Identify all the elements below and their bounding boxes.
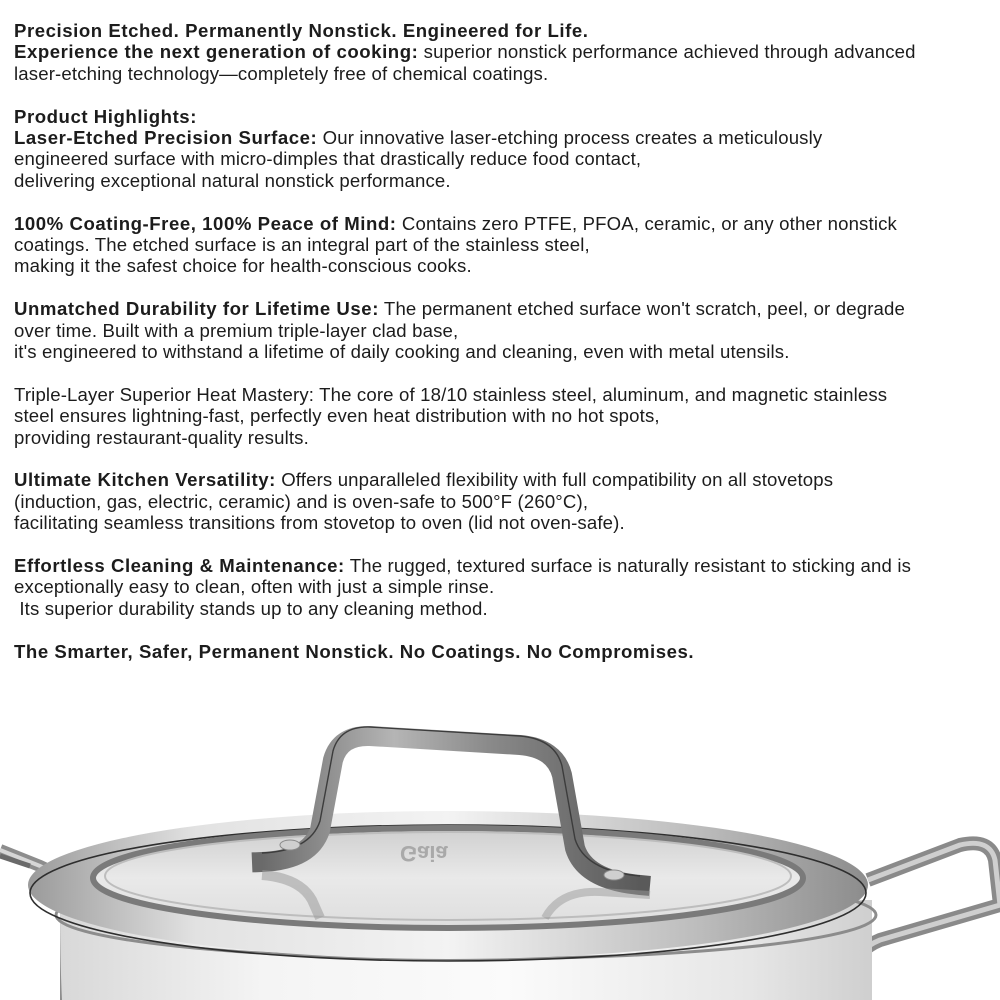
closing-tagline: The Smarter, Safer, Permanent Nonstick. No Coatings. No Compromises. <box>14 640 695 662</box>
highlight-line: it's engineered to withstand a lifetime of daily cooking and cleaning, even with metal utensils. <box>14 341 790 363</box>
highlight-4 <box>14 384 994 448</box>
highlight-line: delivering exceptional natural nonstick performance. <box>14 169 451 191</box>
highlight-line <box>14 127 994 148</box>
highlight-line <box>14 298 994 319</box>
highlight-text: Offers unparalleled flexibility with full compatibility on all stovetops <box>275 469 834 491</box>
highlight-line: (induction, gas, electric, ceramic) and is oven-safe to 500°F (260°C), <box>14 490 589 512</box>
rivet-icon <box>604 870 624 880</box>
rivet-icon <box>280 840 300 850</box>
highlight-text: Contains zero PTFE, PFOA, ceramic, or any other nonstick <box>396 212 897 234</box>
headline: Precision Etched. Permanently Nonstick. Engineered for Life. <box>14 20 589 41</box>
highlight-title: Effortless Cleaning & Maintenance: <box>14 555 345 577</box>
closing-block <box>14 641 994 662</box>
intro-line-2: laser-etching technology—completely free of chemical coatings. <box>14 62 549 84</box>
lid-logo: Gaia <box>400 841 448 866</box>
stockpot-image <box>0 690 1000 1000</box>
highlight-title: Ultimate Kitchen Versatility: <box>14 469 276 491</box>
highlight-line <box>14 213 994 234</box>
highlight-title: 100% Coating-Free, 100% Peace of Mind: <box>14 212 397 234</box>
highlight-5 <box>14 469 994 533</box>
highlight-line: providing restaurant-quality results. <box>14 426 309 448</box>
highlight-line: Its superior durability stands up to any cleaning method. <box>14 597 488 619</box>
highlight-2 <box>14 213 994 277</box>
highlight-line <box>14 555 994 576</box>
highlight-text: Our innovative laser-etching process creates a meticulously <box>317 127 823 149</box>
intro-line-1 <box>14 41 994 62</box>
highlight-line: Triple-Layer Superior Heat Mastery: The core of 18/10 stainless steel, aluminum, and magnetic stainless <box>14 383 888 405</box>
highlight-line: coatings. The etched surface is an integral part of the stainless steel, <box>14 234 590 256</box>
intro-lead-bold: Experience the next generation of cooking: <box>14 41 419 63</box>
intro-lead-text: superior nonstick performance achieved through advanced <box>418 41 916 63</box>
highlight-text: The rugged, textured surface is naturally resistant to sticking and is <box>344 555 912 577</box>
highlight-line: over time. Built with a premium triple-layer clad base, <box>14 319 459 341</box>
highlight-line: facilitating seamless transitions from stovetop to oven (lid not oven-safe). <box>14 512 625 534</box>
highlight-line <box>14 469 994 490</box>
product-description <box>14 20 994 683</box>
highlight-6 <box>14 555 994 619</box>
highlight-line: steel ensures lightning-fast, perfectly even heat distribution with no hot spots, <box>14 405 660 427</box>
highlight-line: engineered surface with micro-dimples that drastically reduce food contact, <box>14 148 642 170</box>
highlights-heading: Product Highlights: <box>14 105 197 127</box>
highlight-line: making it the safest choice for health-conscious cooks. <box>14 255 472 277</box>
highlight-line: exceptionally easy to clean, often with just a simple rinse. <box>14 576 495 598</box>
highlight-title: Laser-Etched Precision Surface: <box>14 127 318 149</box>
highlight-3 <box>14 298 994 362</box>
highlight-title: Unmatched Durability for Lifetime Use: <box>14 298 379 320</box>
lid-glass <box>93 828 803 928</box>
highlight-text: The permanent etched surface won't scratch, peel, or degrade <box>378 298 906 320</box>
intro-block <box>14 20 994 84</box>
highlight-1 <box>14 106 994 192</box>
